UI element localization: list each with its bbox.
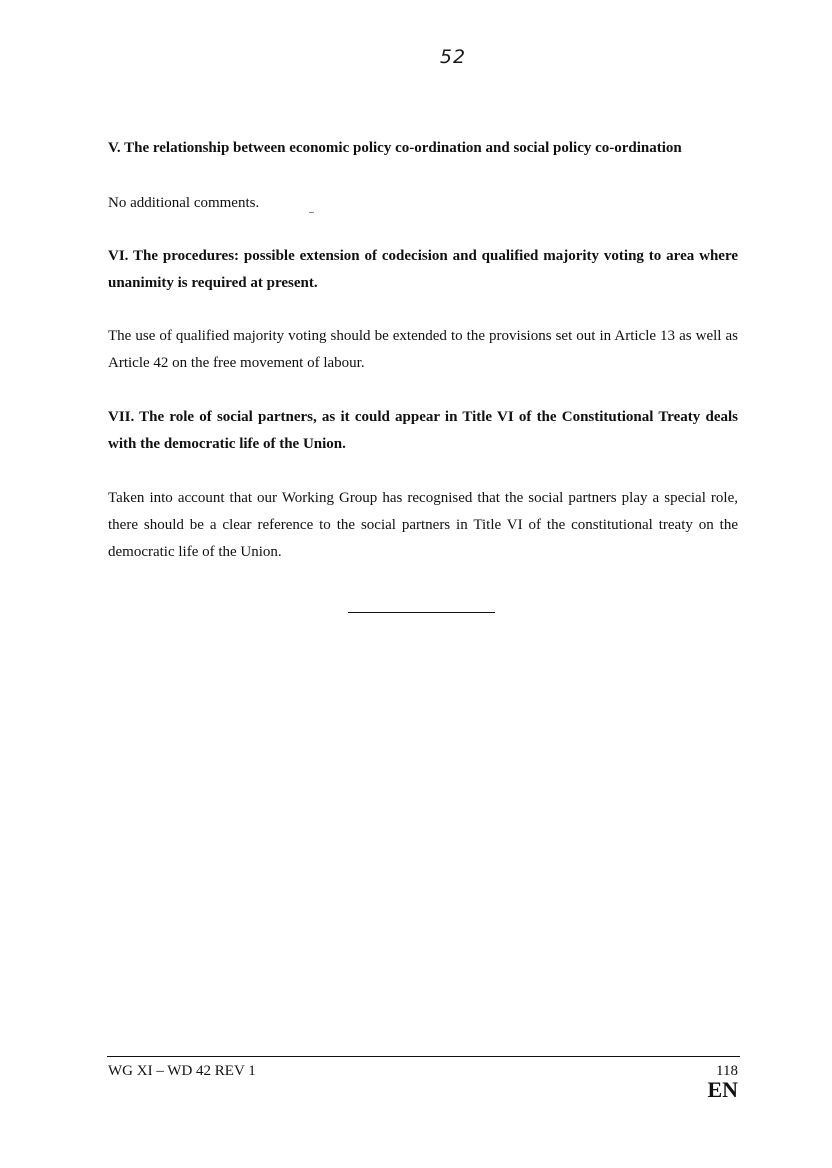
footer-document-reference: WG XI – WD 42 REV 1: [108, 1063, 256, 1079]
section-vii-body: Taken into account that our Working Group has recognised that the social partners play a special role, there should be a clear reference to the social partners in Title VI of the constitutional treaty on the democratic life of the Union.: [108, 490, 738, 560]
scan-speck: [309, 212, 314, 213]
footer-divider: [107, 1056, 740, 1057]
section-vii-heading: VII. The role of social partners, as it could appear in Title VI of the Constitutional Treaty deals with the democratic life of the Union.: [108, 409, 738, 452]
section-v-heading: V. The relationship between economic policy co-ordination and social policy co-ordination: [108, 140, 682, 156]
section-v-body: No additional comments.: [108, 195, 260, 211]
section-vi-heading: VI. The procedures: possible extension of codecision and qualified majority voting to area where unanimity is required at present.: [108, 248, 738, 291]
end-of-document-rule: [348, 612, 495, 613]
section-vi-body: The use of qualified majority voting should be extended to the provisions set out in Article 13 as well as Article 42 on the free movement of labour.: [108, 328, 738, 371]
handwritten-page-mark: 52: [439, 46, 467, 68]
footer-language-code: EN: [707, 1077, 738, 1102]
footer-page-number: 118: [716, 1063, 738, 1079]
